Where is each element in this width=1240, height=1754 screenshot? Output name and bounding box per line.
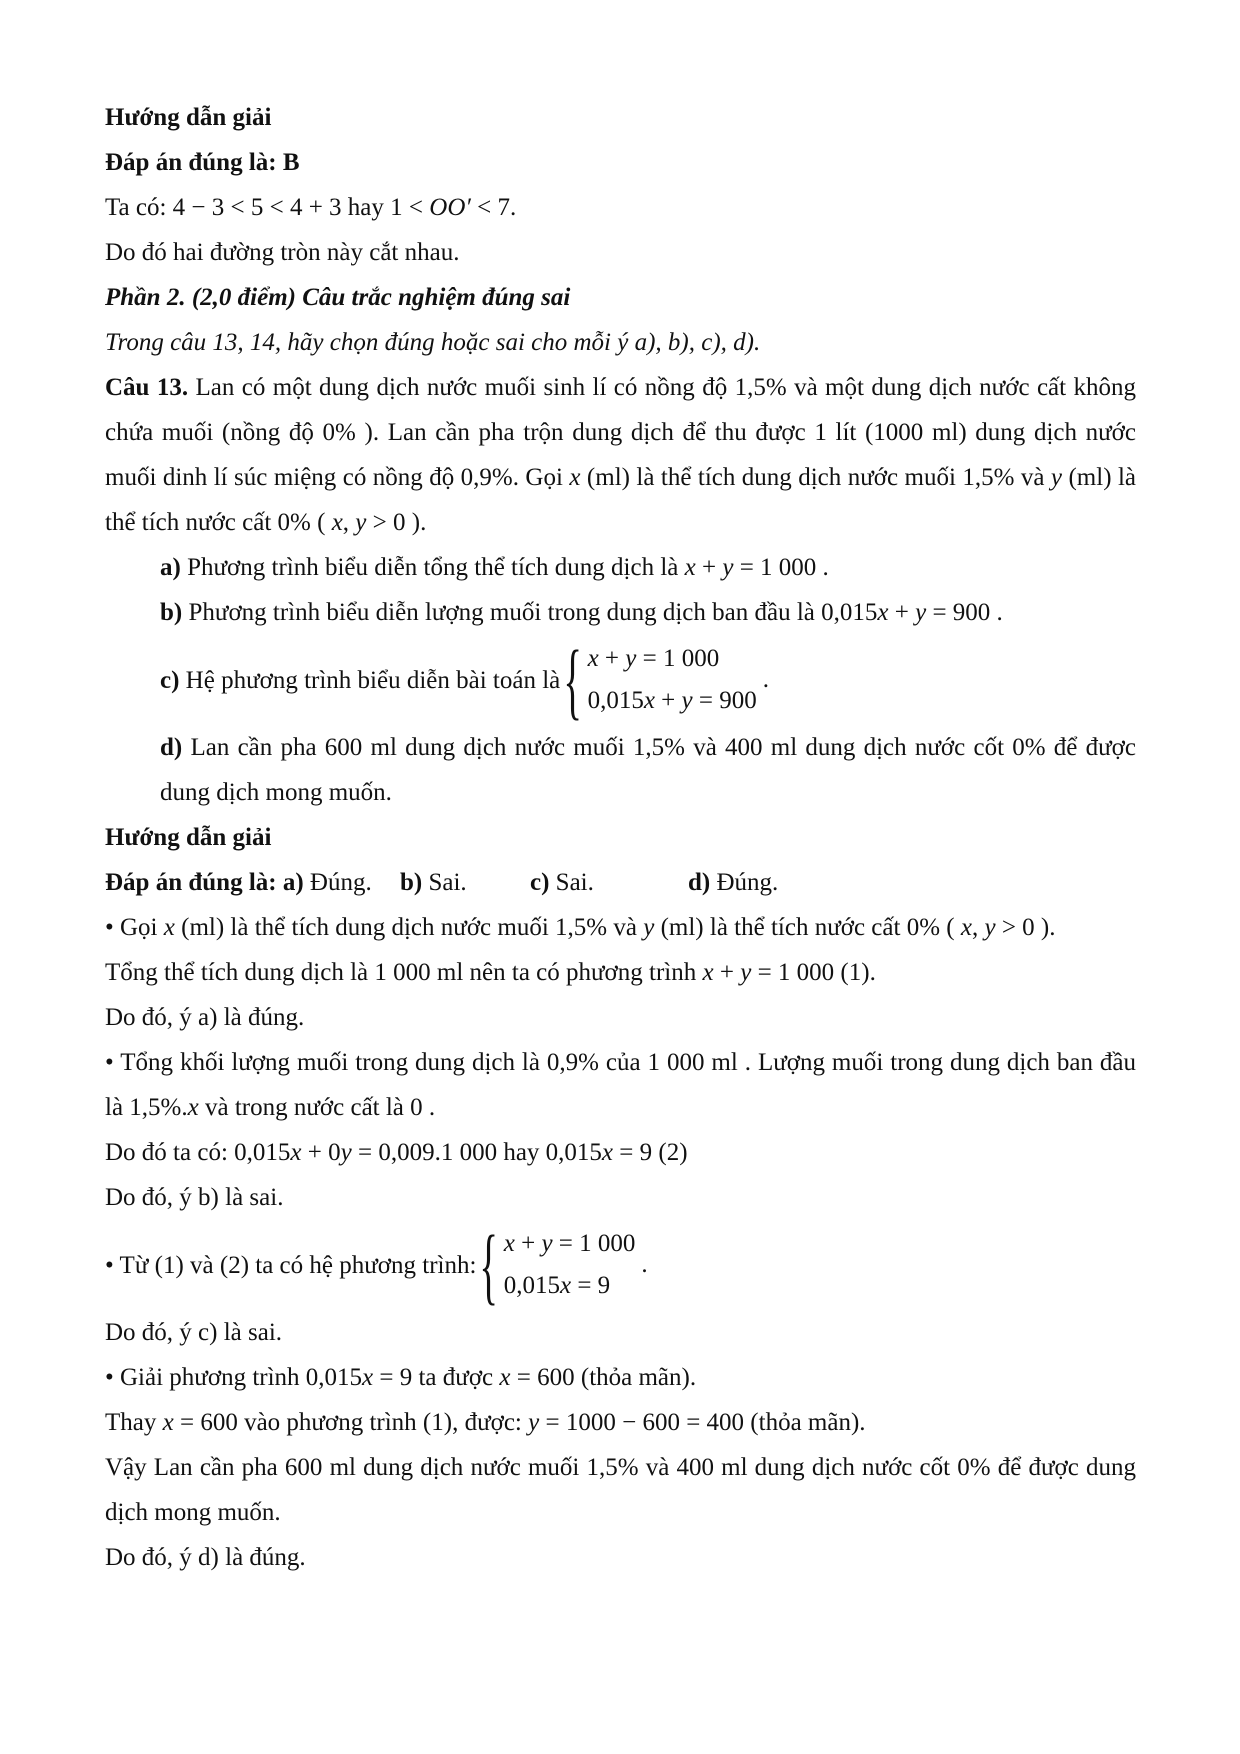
define-variables-line: • Gọi x (ml) là thể tích dung dịch nước muối 1,5% và y (ml) là thể tích nước cất 0% ( x, y > 0 ).: [105, 914, 1056, 941]
solution-heading-q13: Hướng dẫn giải: [105, 824, 272, 851]
left-brace: {: [479, 1217, 499, 1313]
answer-d: d) Đúng.: [688, 869, 779, 896]
correct-answer-q12: Đáp án đúng là: B: [105, 149, 300, 176]
final-answer-paragraph: Vậy Lan cần pha 600 ml dung dịch nước muối 1,5% và 400 ml dung dịch nước cốt 0% để được dung dịch mong muốn.: [105, 1454, 1136, 1526]
system-12-eq2: 0,015x = 9: [503, 1272, 611, 1299]
solution-heading-q12: Hướng dẫn giải: [105, 104, 272, 131]
item-a-statement: a) Phương trình biểu diễn tổng thể tích dung dịch là x + y = 1 000 .: [160, 554, 829, 581]
conclusion-c: Do đó, ý c) là sai.: [105, 1319, 283, 1346]
substitute-line: Thay x = 600 vào phương trình (1), được: y = 1000 − 600 = 400 (thỏa mãn).: [105, 1409, 866, 1436]
system-c-eq2: 0,015x + y = 900: [587, 687, 757, 714]
system-c-equations: [588, 638, 757, 722]
system-c-period: .: [762, 666, 769, 693]
system-c-eq1: x + y = 1 000: [587, 645, 720, 672]
total-volume-line: Tổng thể tích dung dịch là 1 000 ml nên ta có phương trình x + y = 1 000 (1).: [105, 959, 876, 986]
item-b-statement: b) Phương trình biểu diễn lượng muối trong dung dịch ban đầu là 0,015x + y = 900 .: [160, 599, 1003, 626]
left-brace: {: [563, 632, 583, 728]
conclusion-d: Do đó, ý d) là đúng.: [105, 1544, 306, 1571]
conclusion-a: Do đó, ý a) là đúng.: [105, 1004, 305, 1031]
system-from-1-and-2: [105, 1217, 1136, 1313]
system-12-eq1: x + y = 1 000: [503, 1230, 636, 1257]
answer-a: Đáp án đúng là: a) Đúng.: [105, 869, 372, 896]
answer-b: b) Sai.: [400, 869, 467, 896]
part2-heading: Phần 2. (2,0 điểm) Câu trắc nghiệm đúng sai: [105, 284, 571, 311]
part2-instruction: Trong câu 13, 14, hãy chọn đúng hoặc sai cho mỗi ý a), b), c), d).: [105, 329, 761, 356]
answers-row: [105, 860, 1136, 905]
solve-equation-line: • Giải phương trình 0,015x = 9 ta được x = 600 (thỏa mãn).: [105, 1364, 697, 1391]
system-12-equations: [504, 1223, 636, 1307]
system-12-period: .: [641, 1251, 648, 1278]
system-12-prefix: • Từ (1) và (2) ta có hệ phương trình:: [105, 1251, 477, 1279]
equation-2-line: Do đó ta có: 0,015x + 0y = 0,009.1 000 hay 0,015x = 9 (2): [105, 1139, 688, 1166]
conclusion-b: Do đó, ý b) là sai.: [105, 1184, 284, 1211]
answer-c: c) Sai.: [530, 869, 594, 896]
conclusion-circles-intersect: Do đó hai đường tròn này cắt nhau.: [105, 239, 460, 266]
item-d-statement: d) Lan cần pha 600 ml dung dịch nước muối 1,5% và 400 ml dung dịch nước cốt 0% để được dung dịch mong muốn.: [160, 734, 1136, 806]
question-13-statement: Câu 13. Lan có một dung dịch nước muối sinh lí có nồng độ 1,5% và một dung dịch nước cất không chứa muối (nồng độ 0% ). Lan cần pha trộn dung dịch để thu được 1 lít (1000 ml) dung dịch nước muối dinh lí súc miệng có nồng độ 0,9%. Gọi x (ml) là thể tích dung dịch nước muối 1,5% và y (ml) là thể tích nước cất 0% ( x, y > 0 ).: [105, 374, 1136, 536]
item-c-statement-system: [105, 632, 1136, 728]
item-c-prefix: c) Hệ phương trình biểu diễn bài toán là: [160, 666, 561, 694]
salt-mass-paragraph: • Tổng khối lượng muối trong dung dịch là 0,9% của 1 000 ml . Lượng muối trong dung dịch ban đầu là 1,5%.x và trong nước cất là 0 .: [105, 1049, 1136, 1121]
inequality-line: Ta có: 4 − 3 < 5 < 4 + 3 hay 1 < OO′ < 7.: [105, 194, 517, 221]
